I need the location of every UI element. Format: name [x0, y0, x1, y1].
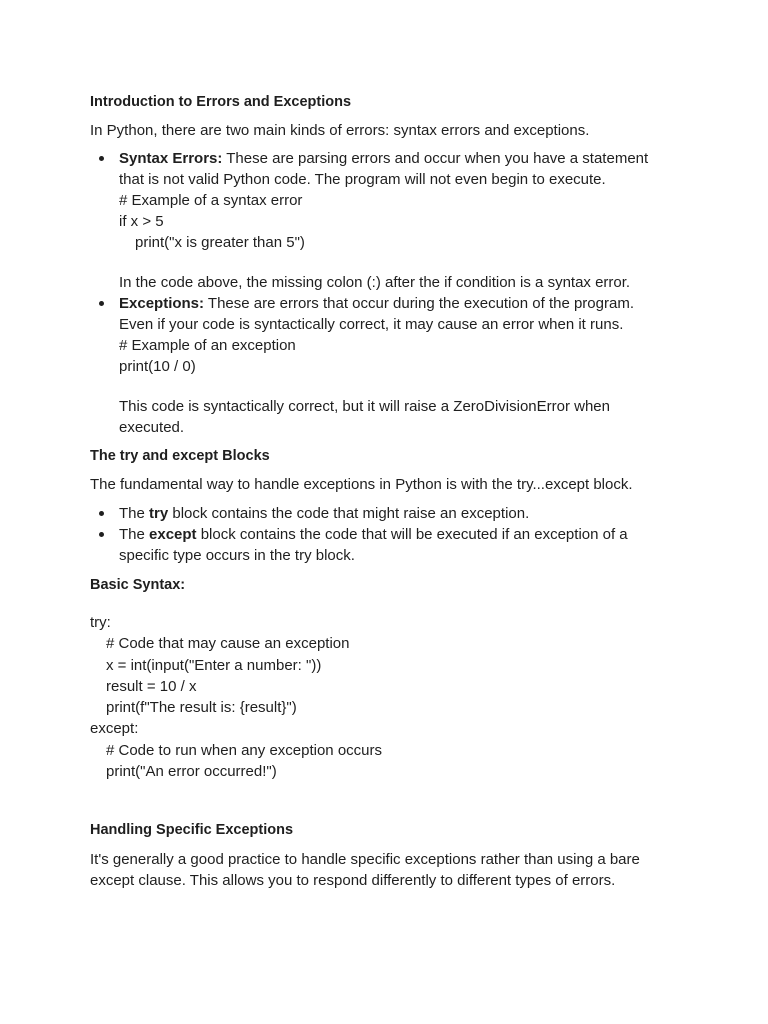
code-line: # Code that may cause an exception	[106, 635, 350, 653]
try-except-list	[90, 503, 690, 566]
section-heading-errors: Introduction to Errors and Exceptions	[90, 94, 352, 110]
exceptions-desc-line2: Even if your code is syntactically correct, it may cause an error when it runs.	[119, 316, 624, 333]
intro-paragraph: In Python, there are two main kinds of errors: syntax errors and exceptions.	[90, 122, 590, 139]
exceptions-note-line2: executed.	[119, 419, 185, 436]
code-line: print(f"The result is: {result}")	[106, 699, 297, 717]
except-bullet-prefix: The	[119, 526, 150, 543]
code-line-try: try:	[90, 614, 111, 631]
syntax-note: In the code above, the missing colon (:) after the if condition is a syntax error.	[119, 274, 631, 291]
except-bullet-text: block contains the code that will be executed if an exception of a	[196, 526, 628, 543]
section-heading-try-except: The try and except Blocks	[90, 448, 270, 464]
code-line: print("An error occurred!")	[106, 763, 277, 781]
except-bullet-line2: specific type occurs in the try block.	[119, 547, 355, 564]
list-item-try-block	[90, 503, 690, 524]
code-block-basic-syntax	[90, 612, 690, 782]
section-heading-basic-syntax: Basic Syntax:	[90, 577, 186, 593]
keyword-except: except	[149, 526, 197, 543]
try-bullet-prefix: The	[119, 505, 150, 522]
code-line: x = int(input("Enter a number: "))	[106, 656, 322, 674]
exceptions-desc-line1: These are errors that occur during the execution of the program.	[204, 295, 634, 312]
specific-exceptions-line2: except clause. This allows you to respond differently to different types of errors.	[90, 872, 616, 890]
code-line: # Example of a syntax error	[119, 192, 303, 209]
syntax-desc-line1: These are parsing errors and occur when you have a statement	[222, 150, 649, 167]
code-line: # Code to run when any exception occurs	[106, 741, 382, 759]
code-line-except: except:	[90, 720, 139, 738]
code-line: result = 10 / x	[106, 677, 197, 695]
list-item-exceptions	[90, 293, 690, 438]
error-kinds-list	[90, 148, 690, 438]
specific-exceptions-line1: It's generally a good practice to handle specific exceptions rather than using a bare	[90, 851, 640, 869]
document-body	[90, 92, 690, 891]
list-item-except-block	[90, 524, 690, 566]
term-syntax-errors: Syntax Errors:	[119, 150, 223, 167]
code-line: print(10 / 0)	[119, 358, 196, 375]
try-except-intro: The fundamental way to handle exceptions in Python is with the try...except block.	[90, 476, 633, 493]
try-bullet-text: block contains the code that might raise an exception.	[168, 505, 530, 522]
term-exceptions: Exceptions:	[119, 295, 205, 312]
section-heading-specific-exceptions: Handling Specific Exceptions	[90, 822, 294, 839]
code-line: print("x is greater than 5")	[135, 234, 305, 251]
keyword-try: try	[149, 505, 169, 522]
exceptions-note-line1: This code is syntactically correct, but it will raise a ZeroDivisionError when	[119, 398, 610, 415]
syntax-desc-line2: that is not valid Python code. The program will not even begin to execute.	[119, 171, 606, 188]
code-line: # Example of an exception	[119, 337, 296, 354]
code-line: if x > 5	[119, 213, 164, 230]
list-item-syntax-errors	[90, 148, 690, 293]
